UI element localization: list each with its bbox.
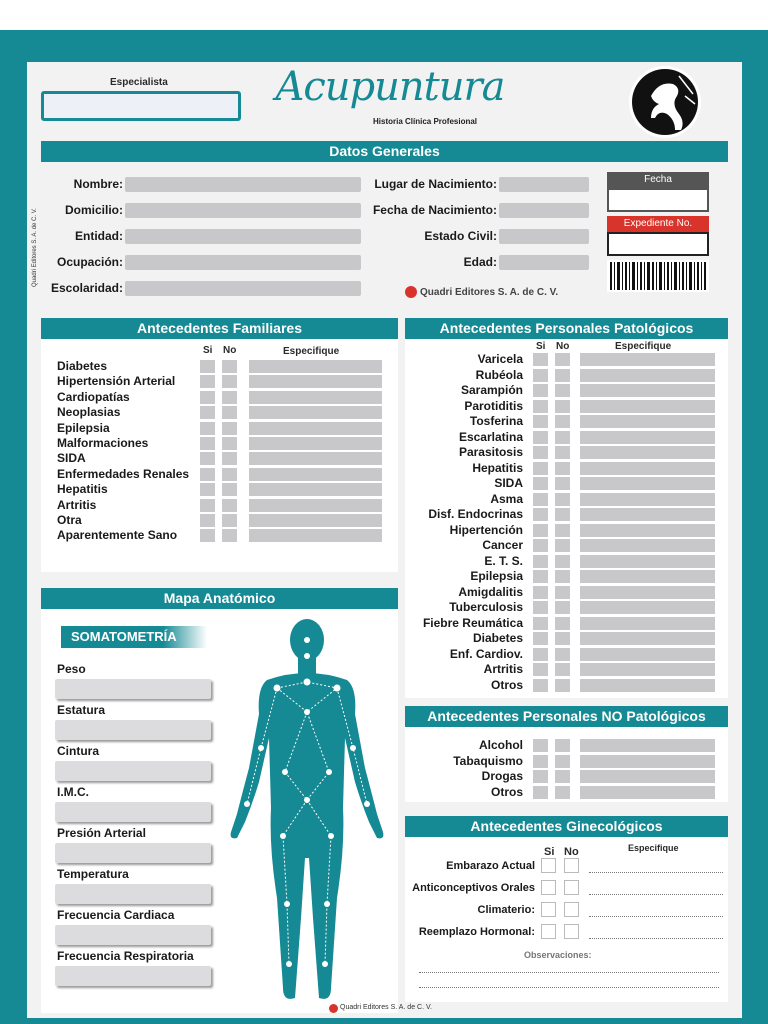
- gineco-si-checkbox[interactable]: [541, 858, 556, 873]
- patologicos-item-label: Epilepsia: [470, 569, 523, 583]
- patologicos-no-checkbox[interactable]: [555, 446, 570, 459]
- datos-input[interactable]: [499, 229, 589, 244]
- somatometria-input[interactable]: [55, 761, 211, 781]
- publisher-text: Quadri Editores S. A. de C. V.: [420, 287, 559, 298]
- familiares-no-checkbox[interactable]: [222, 437, 237, 450]
- patologicos-especifique-input[interactable]: [580, 369, 715, 382]
- patologicos-si-checkbox[interactable]: [533, 353, 548, 366]
- human-body-acupoints-icon: [227, 618, 387, 1002]
- datos-input[interactable]: [125, 229, 361, 244]
- familiares-item-label: Epilepsia: [57, 420, 110, 435]
- patologicos-si-checkbox[interactable]: [533, 415, 548, 428]
- no-patologicos-no-checkbox[interactable]: [555, 786, 570, 799]
- acupuncture-figure-logo-icon: [629, 66, 701, 138]
- patologicos-no-checkbox[interactable]: [555, 508, 570, 521]
- patologicos-item-label: Tosferina: [469, 414, 523, 428]
- patologicos-item-label: Otros: [490, 677, 523, 692]
- familiares-especifique-input[interactable]: [249, 514, 382, 527]
- patologicos-item-label: Enf. Cardiov.: [449, 646, 523, 661]
- patologicos-especifique-input[interactable]: [580, 648, 715, 661]
- familiares-no-checkbox[interactable]: [222, 468, 237, 481]
- subtitle: Historia Clínica Profesional: [373, 117, 478, 126]
- patologicos-no-checkbox[interactable]: [555, 384, 570, 397]
- familiares-no-checkbox[interactable]: [222, 422, 237, 435]
- datos-input[interactable]: [499, 203, 589, 218]
- patologicos-item-label: E. T. S.: [484, 553, 523, 568]
- patologicos-especifique: Especifique: [615, 341, 672, 352]
- datos-input[interactable]: [125, 281, 361, 296]
- familiares-especifique-input[interactable]: [249, 375, 382, 388]
- gineco-item-label: Anticonceptivos Orales: [412, 882, 535, 894]
- somatometria-label: Cintura: [57, 744, 99, 758]
- familiares-no-checkbox[interactable]: [222, 360, 237, 373]
- clinical-form-sheet: [27, 62, 742, 1018]
- patologicos-si-checkbox[interactable]: [533, 384, 548, 397]
- datos-input[interactable]: [499, 177, 589, 192]
- gineco-si: Si: [544, 846, 555, 858]
- patologicos-especifique-input[interactable]: [580, 601, 715, 614]
- gineco-item-label: Climaterio:: [477, 904, 535, 916]
- no-patologicos-no-checkbox[interactable]: [555, 739, 570, 752]
- patologicos-item-label: Cancer: [482, 538, 523, 552]
- gineco-no-checkbox[interactable]: [564, 858, 579, 873]
- patologicos-especifique-input[interactable]: [580, 570, 715, 583]
- gineco-especifique-line[interactable]: [589, 872, 723, 873]
- somatometria-label: Temperatura: [57, 867, 129, 881]
- patologicos-item-label: Tuberculosis: [449, 600, 523, 614]
- patologicos-no-checkbox[interactable]: [555, 493, 570, 506]
- familiares-item-label: Enfermedades Renales: [57, 466, 190, 481]
- familiares-especifique-input[interactable]: [249, 529, 382, 542]
- datos-input[interactable]: [499, 255, 589, 270]
- patologicos-especifique-input[interactable]: [580, 431, 715, 444]
- datos-label: Lugar de Nacimiento:: [374, 177, 497, 191]
- familiares-especifique-input[interactable]: [249, 452, 382, 465]
- datos-label: Domicilio:: [64, 203, 123, 217]
- familiares-item-label: Hipertensión Arterial: [57, 374, 176, 389]
- gineco-especifique-line[interactable]: [589, 938, 723, 939]
- familiares-si-checkbox[interactable]: [200, 514, 215, 527]
- observaciones-line-1[interactable]: [419, 972, 719, 973]
- no-patologicos-si-checkbox[interactable]: [533, 770, 548, 783]
- datos-label: Entidad:: [75, 229, 123, 243]
- familiares-especifique-input[interactable]: [249, 499, 382, 512]
- familiares-item-label: Otra: [57, 513, 82, 527]
- patologicos-especifique-input[interactable]: [580, 539, 715, 552]
- familiares-especifique-input[interactable]: [249, 437, 382, 450]
- no-patologicos-si-checkbox[interactable]: [533, 755, 548, 768]
- patologicos-item-label: Hipertención: [449, 522, 523, 537]
- familiares-si-checkbox[interactable]: [200, 437, 215, 450]
- familiares-especifique-input[interactable]: [249, 391, 382, 404]
- gineco-no-checkbox[interactable]: [564, 902, 579, 917]
- patologicos-si-checkbox[interactable]: [533, 663, 548, 676]
- patologicos-no-checkbox[interactable]: [555, 679, 570, 692]
- patologicos-no-checkbox[interactable]: [555, 632, 570, 645]
- familiares-especifique-input[interactable]: [249, 468, 382, 481]
- patologicos-si-checkbox[interactable]: [533, 632, 548, 645]
- familiares-no-checkbox[interactable]: [222, 499, 237, 512]
- patologicos-item-label: Fiebre Reumática: [422, 615, 523, 630]
- patologicos-si-checkbox[interactable]: [533, 462, 548, 475]
- patologicos-especifique-input[interactable]: [580, 632, 715, 645]
- somatometria-label: Frecuencia Respiratoria: [57, 949, 194, 963]
- patologicos-item-label: Diabetes: [472, 631, 523, 645]
- somatometria-label: Presión Arterial: [57, 826, 146, 840]
- familiares-si-checkbox[interactable]: [200, 422, 215, 435]
- familiares-especifique: Especifique: [283, 346, 340, 357]
- datos-label: Ocupación:: [56, 255, 123, 269]
- datos-input[interactable]: [125, 203, 361, 218]
- somatometria-input[interactable]: [55, 966, 211, 986]
- patologicos-si-checkbox[interactable]: [533, 617, 548, 630]
- patologicos-item-label: Amigdalitis: [458, 584, 523, 599]
- title: Acupuntura: [275, 64, 505, 110]
- specialist-label: Especialista: [110, 77, 168, 88]
- patologicos-si-checkbox[interactable]: [533, 570, 548, 583]
- patologicos-item-label: Asma: [490, 491, 523, 506]
- patologicos-especifique-input[interactable]: [580, 384, 715, 397]
- patologicos-si-checkbox[interactable]: [533, 555, 548, 568]
- datos-input[interactable]: [125, 255, 361, 270]
- somatometria-input[interactable]: [55, 720, 211, 740]
- patologicos-no-checkbox[interactable]: [555, 570, 570, 583]
- patologicos-especifique-input[interactable]: [580, 679, 715, 692]
- patologicos-no-checkbox[interactable]: [555, 462, 570, 475]
- patologicos-item-label: Rubéola: [475, 367, 523, 382]
- familiares-item-label: Malformaciones: [57, 436, 149, 450]
- patologicos-no: No: [556, 341, 570, 352]
- patologicos-especifique-input[interactable]: [580, 508, 715, 521]
- gineco-especifique: Especifique: [628, 843, 679, 853]
- patologicos-no-checkbox[interactable]: [555, 663, 570, 676]
- somatometria-label: Frecuencia Cardiaca: [57, 908, 175, 922]
- datos-label: Fecha de Nacimiento:: [372, 203, 497, 217]
- patologicos-si-checkbox[interactable]: [533, 524, 548, 537]
- patologicos-si-checkbox[interactable]: [533, 477, 548, 490]
- familiares-si: Si: [203, 345, 213, 356]
- patologicos-item-label: Sarampión: [460, 383, 523, 397]
- no-patologicos-no-checkbox[interactable]: [555, 770, 570, 783]
- side-publisher-text: Quadri Editores S. A. de C. V.: [32, 208, 38, 287]
- familiares-no-checkbox[interactable]: [222, 529, 237, 542]
- datos-input[interactable]: [125, 177, 361, 192]
- familiares-si-checkbox[interactable]: [200, 406, 215, 419]
- patologicos-no-checkbox[interactable]: [555, 617, 570, 630]
- patologicos-si-checkbox[interactable]: [533, 400, 548, 413]
- no-patologicos-no-checkbox[interactable]: [555, 755, 570, 768]
- patologicos-no-checkbox[interactable]: [555, 415, 570, 428]
- specialist-input[interactable]: [41, 91, 241, 121]
- familiares-no-checkbox[interactable]: [222, 406, 237, 419]
- familiares-especifique-input[interactable]: [249, 422, 382, 435]
- familiares-header: Antecedentes Familiares: [41, 318, 398, 339]
- patologicos-especifique-input[interactable]: [580, 663, 715, 676]
- datos-label: Nombre:: [73, 177, 123, 191]
- familiares-no-checkbox[interactable]: [222, 375, 237, 388]
- patologicos-item-label: Disf. Endocrinas: [428, 507, 523, 521]
- patologicos-no-checkbox[interactable]: [555, 586, 570, 599]
- patologicos-no-checkbox[interactable]: [555, 601, 570, 614]
- no-patologicos-item-label: Otros: [490, 784, 523, 799]
- patologicos-item-label: Hepatitis: [472, 460, 523, 475]
- patologicos-especifique-input[interactable]: [580, 415, 715, 428]
- patologicos-especifique-input[interactable]: [580, 400, 715, 413]
- familiares-no-checkbox[interactable]: [222, 514, 237, 527]
- gineco-especifique-line[interactable]: [589, 916, 723, 917]
- patologicos-item-label: Varicela: [477, 352, 523, 366]
- gineco-si-checkbox[interactable]: [541, 902, 556, 917]
- patologicos-si-checkbox[interactable]: [533, 601, 548, 614]
- fecha-input[interactable]: [607, 188, 709, 212]
- patologicos-no-checkbox[interactable]: [555, 555, 570, 568]
- patologicos-si-checkbox[interactable]: [533, 493, 548, 506]
- familiares-item-label: Cardiopatías: [57, 389, 130, 404]
- familiares-si-checkbox[interactable]: [200, 483, 215, 496]
- familiares-si-checkbox[interactable]: [200, 391, 215, 404]
- patologicos-especifique-input[interactable]: [580, 462, 715, 475]
- no-patologicos-item-label: Drogas: [481, 769, 523, 783]
- somatometria-input[interactable]: [55, 884, 211, 904]
- familiares-item-label: SIDA: [57, 451, 86, 466]
- patologicos-item-label: Parotiditis: [464, 398, 523, 413]
- expediente-input[interactable]: [607, 232, 709, 256]
- familiares-especifique-input[interactable]: [249, 483, 382, 496]
- patologicos-item-label: Parasitosis: [458, 445, 523, 459]
- gineco-si-checkbox[interactable]: [541, 880, 556, 895]
- patologicos-si-checkbox[interactable]: [533, 446, 548, 459]
- familiares-no-checkbox[interactable]: [222, 452, 237, 465]
- patologicos-no-checkbox[interactable]: [555, 539, 570, 552]
- familiares-si-checkbox[interactable]: [200, 452, 215, 465]
- somatometria-label: SOMATOMETRÍA: [61, 626, 207, 648]
- somatometria-label: Peso: [57, 662, 86, 676]
- somatometria-input[interactable]: [55, 925, 211, 945]
- familiares-no-checkbox[interactable]: [222, 391, 237, 404]
- familiares-item-label: Hepatitis: [57, 482, 108, 497]
- familiares-item-label: Neoplasias: [57, 405, 121, 420]
- patologicos-no-checkbox[interactable]: [555, 648, 570, 661]
- datos-label: Edad:: [463, 255, 497, 269]
- observaciones-label: Observaciones:: [524, 950, 592, 960]
- patologicos-especifique-input[interactable]: [580, 493, 715, 506]
- no-patologicos-especifique-input[interactable]: [580, 770, 715, 783]
- familiares-si-checkbox[interactable]: [200, 375, 215, 388]
- no-patologicos-si-checkbox[interactable]: [533, 786, 548, 799]
- barcode-icon: [607, 260, 709, 292]
- gineco-header: Antecedentes Ginecológicos: [405, 816, 728, 837]
- familiares-si-checkbox[interactable]: [200, 468, 215, 481]
- top-strip: [0, 0, 768, 30]
- familiares-item-label: Diabetes: [57, 359, 108, 373]
- gineco-no: No: [564, 846, 579, 858]
- familiares-especifique-input[interactable]: [249, 406, 382, 419]
- familiares-si-checkbox[interactable]: [200, 529, 215, 542]
- patologicos-especifique-input[interactable]: [580, 555, 715, 568]
- no-patologicos-item-label: Alcohol: [479, 738, 523, 752]
- familiares-si-checkbox[interactable]: [200, 360, 215, 373]
- patologicos-especifique-input[interactable]: [580, 477, 715, 490]
- familiares-no-checkbox[interactable]: [222, 483, 237, 496]
- publisher-logo-icon: [405, 286, 417, 298]
- patologicos-si-checkbox[interactable]: [533, 648, 548, 661]
- familiares-si-checkbox[interactable]: [200, 499, 215, 512]
- patologicos-especifique-input[interactable]: [580, 617, 715, 630]
- patologicos-item-label: Escarlatina: [458, 429, 523, 444]
- footer-logo-icon: [329, 1004, 338, 1013]
- expediente-label: Expediente No.: [607, 216, 709, 232]
- footer-publisher: Quadri Editores S. A. de C. V.: [340, 1004, 432, 1011]
- somatometria-label: I.M.C.: [57, 785, 89, 799]
- patologicos-especifique-input[interactable]: [580, 446, 715, 459]
- gineco-item-label: Embarazo Actual: [446, 860, 535, 872]
- no-patologicos-especifique-input[interactable]: [580, 755, 715, 768]
- patologicos-no-checkbox[interactable]: [555, 477, 570, 490]
- patologicos-no-checkbox[interactable]: [555, 431, 570, 444]
- familiares-especifique-input[interactable]: [249, 360, 382, 373]
- patologicos-item-label: Artritis: [483, 662, 523, 676]
- no-patologicos-especifique-input[interactable]: [580, 739, 715, 752]
- no-patologicos-si-checkbox[interactable]: [533, 739, 548, 752]
- somatometria-input[interactable]: [55, 679, 211, 699]
- gineco-item-label: Reemplazo Hormonal:: [418, 926, 535, 938]
- patologicos-header: Antecedentes Personales Patológicos: [405, 318, 728, 339]
- fecha-label: Fecha: [607, 172, 709, 188]
- patologicos-si-checkbox[interactable]: [533, 369, 548, 382]
- datos-generales-header: Datos Generales: [41, 141, 728, 162]
- patologicos-si-checkbox[interactable]: [533, 539, 548, 552]
- familiares-item-label: Artritis: [57, 497, 97, 512]
- familiares-item-label: Aparentemente Sano: [57, 528, 178, 543]
- gineco-no-checkbox[interactable]: [564, 880, 579, 895]
- patologicos-si-checkbox[interactable]: [533, 586, 548, 599]
- datos-label: Estado Civil:: [424, 229, 497, 243]
- patologicos-si-checkbox[interactable]: [533, 431, 548, 444]
- patologicos-no-checkbox[interactable]: [555, 353, 570, 366]
- somatometria-input[interactable]: [55, 843, 211, 863]
- patologicos-no-checkbox[interactable]: [555, 400, 570, 413]
- somatometria-label: Estatura: [57, 703, 106, 717]
- datos-label: Escolaridad:: [50, 281, 123, 295]
- somatometria-input[interactable]: [55, 802, 211, 822]
- patologicos-item-label: SIDA: [494, 476, 523, 490]
- patologicos-especifique-input[interactable]: [580, 586, 715, 599]
- patologicos-si-checkbox[interactable]: [533, 508, 548, 521]
- patologicos-no-checkbox[interactable]: [555, 524, 570, 537]
- patologicos-si: Si: [536, 341, 546, 352]
- patologicos-no-checkbox[interactable]: [555, 369, 570, 382]
- patologicos-especifique-input[interactable]: [580, 524, 715, 537]
- no-patologicos-item-label: Tabaquismo: [453, 753, 523, 768]
- observaciones-line-2[interactable]: [419, 987, 719, 988]
- no-patologicos-header: Antecedentes Personales NO Patológicos: [405, 706, 728, 727]
- familiares-no: No: [223, 345, 237, 356]
- gineco-no-checkbox[interactable]: [564, 924, 579, 939]
- gineco-si-checkbox[interactable]: [541, 924, 556, 939]
- mapa-header: Mapa Anatómico: [41, 588, 398, 609]
- patologicos-si-checkbox[interactable]: [533, 679, 548, 692]
- gineco-especifique-line[interactable]: [589, 894, 723, 895]
- no-patologicos-especifique-input[interactable]: [580, 786, 715, 799]
- patologicos-especifique-input[interactable]: [580, 353, 715, 366]
